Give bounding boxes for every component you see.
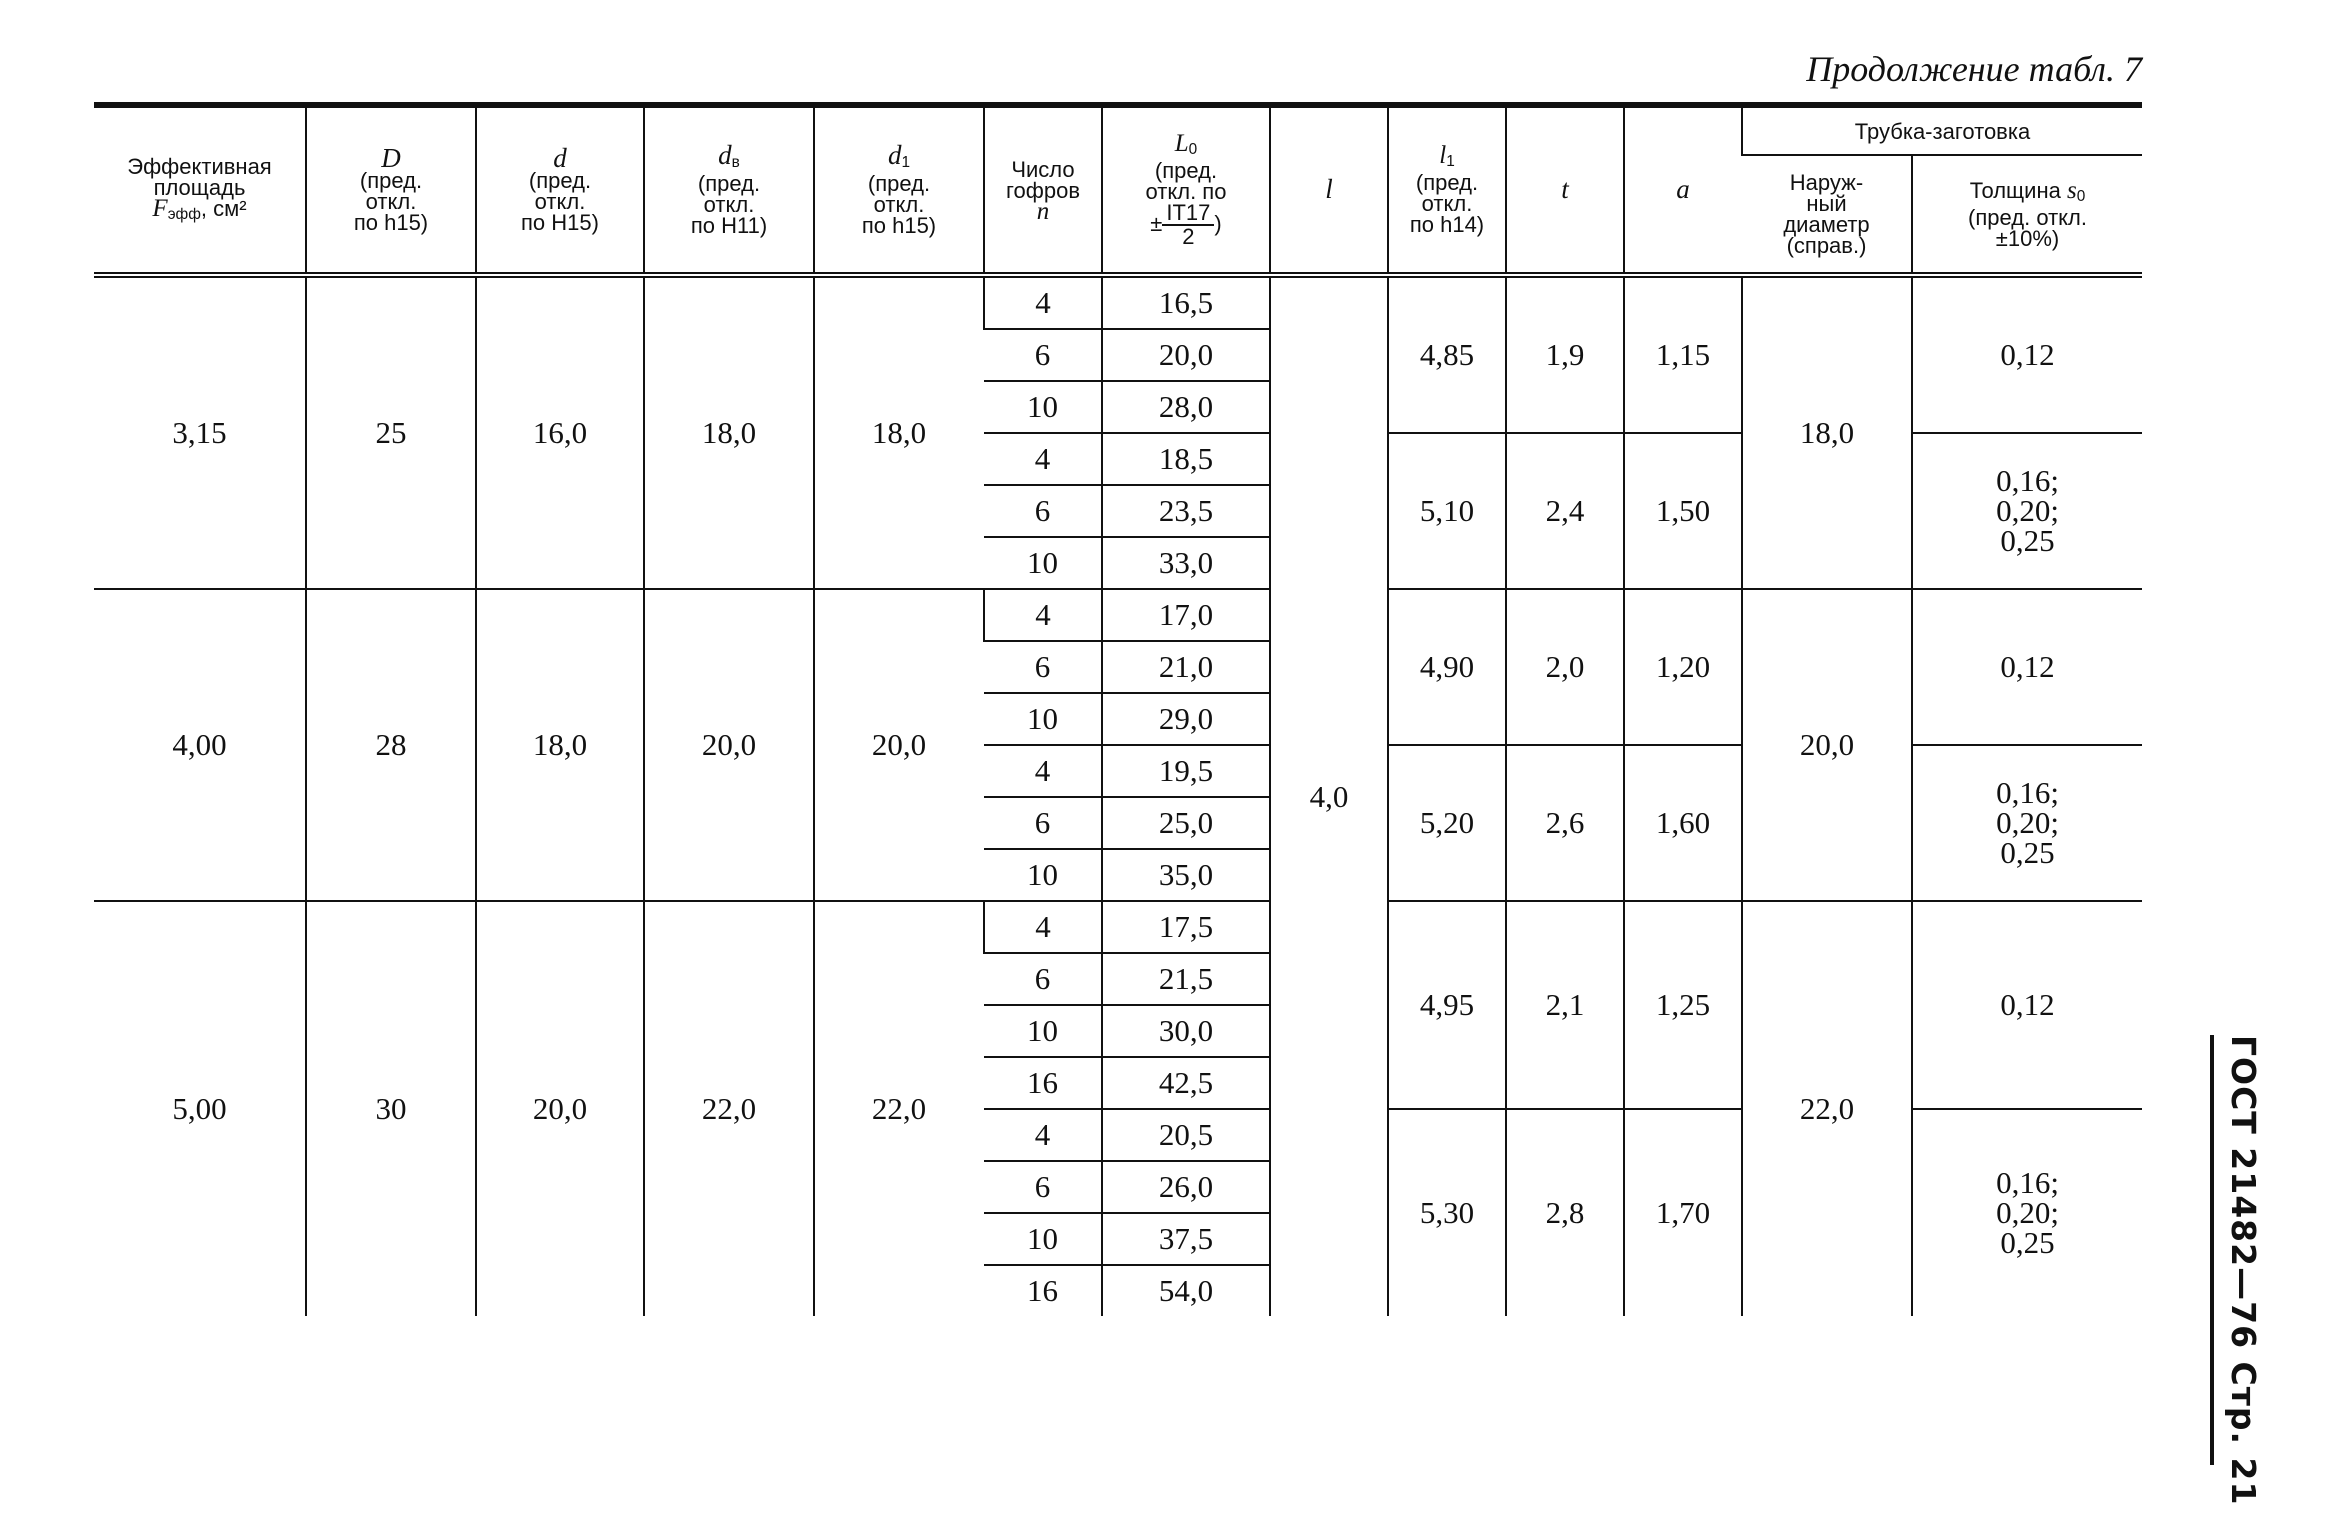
cell-L0: 54,0 — [1102, 1265, 1270, 1316]
cell-t: 2,0 — [1506, 589, 1624, 745]
cell-dv: 22,0 — [644, 901, 814, 1316]
table-body — [94, 275, 2142, 1316]
cell-D: 28 — [306, 589, 476, 901]
cell-n: 10 — [984, 381, 1102, 433]
cell-n: 10 — [984, 693, 1102, 745]
cell-L0: 29,0 — [1102, 693, 1270, 745]
thickness-value: 0,25 — [2000, 835, 2055, 870]
cell-area: 5,00 — [172, 1091, 227, 1126]
cell-t: 2,8 — [1506, 1109, 1624, 1316]
cell-L0: 25,0 — [1102, 797, 1270, 849]
cell-L0: 42,5 — [1102, 1057, 1270, 1109]
header-n: Число гофров n — [984, 105, 1102, 275]
cell-a: 1,20 — [1624, 589, 1742, 745]
cell-a: 1,25 — [1624, 901, 1742, 1109]
header-l1: l1 (пред. откл. по h14) — [1388, 105, 1506, 275]
table-row — [94, 901, 2142, 953]
cell-L0: 19,5 — [1102, 745, 1270, 797]
cell-n: 10 — [984, 1213, 1102, 1265]
cell-a: 1,60 — [1624, 745, 1742, 901]
header-thickness: Толщина s0 (пред. откл. ±10%) — [1912, 155, 2142, 275]
cell-L0: 18,5 — [1102, 433, 1270, 485]
cell-D: 30 — [306, 901, 476, 1316]
cell-thickness — [1912, 901, 2142, 1109]
cell-area: 4,00 — [94, 589, 306, 901]
thickness-value: 0,16; — [1996, 775, 2059, 810]
cell-l1: 5,30 — [1388, 1109, 1506, 1316]
cell-L0: 16,5 — [1102, 275, 1270, 329]
header-L0: L0 (пред. откл. по ± $\frac{IT17}{2}$ ) — [1102, 105, 1270, 275]
cell-l1: 5,10 — [1388, 433, 1506, 589]
cell-l: 4,0 — [1270, 275, 1388, 1316]
bellows-table — [94, 102, 2142, 1316]
cell-thickness — [1912, 275, 2142, 433]
cell-L0: 21,0 — [1102, 641, 1270, 693]
cell-thickness — [1912, 1109, 2142, 1316]
header-l: l — [1270, 105, 1388, 275]
cell-L0: 37,5 — [1102, 1213, 1270, 1265]
header-tube: Трубка-заготовка — [1742, 105, 2142, 155]
cell-n: 6 — [984, 485, 1102, 537]
header-outer: Наруж- ный диаметр (справ.) — [1742, 155, 1912, 275]
thickness-value: 0,16; — [1996, 1165, 2059, 1200]
cell-thickness — [1912, 745, 2142, 901]
header-D: D (пред. откл. по h15) — [306, 105, 476, 275]
thickness-value: 0,12 — [2000, 987, 2055, 1022]
cell-n: 4 — [984, 433, 1102, 485]
cell-n: 6 — [984, 641, 1102, 693]
cell-d1: 20,0 — [814, 589, 984, 901]
cell-L0: 30,0 — [1102, 1005, 1270, 1057]
cell-thickness — [1912, 589, 2142, 745]
cell-L0: 23,5 — [1102, 485, 1270, 537]
cell-L0: 21,5 — [1102, 953, 1270, 1005]
cell-n: 6 — [984, 797, 1102, 849]
cell-L0: 28,0 — [1102, 381, 1270, 433]
side-label: ГОСТ 21482—76 Стр. 21 — [2224, 1035, 2263, 1506]
cell-n: 4 — [984, 745, 1102, 797]
cell-n: 10 — [984, 537, 1102, 589]
header-d: d (пред. откл. по H15) — [476, 105, 644, 275]
cell-dv: 20,0 — [644, 589, 814, 901]
cell-d: 16,0 — [476, 275, 644, 589]
cell-n: 4 — [984, 901, 1102, 953]
thickness-value: 0,16; — [1996, 463, 2059, 498]
side-stamp — [2210, 1035, 2263, 1506]
cell-n: 6 — [984, 953, 1102, 1005]
cell-l1: 4,85 — [1388, 275, 1506, 433]
thickness-value: 0,20; — [1996, 1195, 2059, 1230]
header-t: t — [1506, 105, 1624, 275]
header-d1: d1 (пред. откл. по h15) — [814, 105, 984, 275]
thickness-value: 0,12 — [2000, 649, 2055, 684]
header-dv: dв (пред. откл. по H11) — [644, 105, 814, 275]
cell-d1: 22,0 — [814, 901, 984, 1316]
cell-thickness — [1912, 433, 2142, 589]
cell-n: 16 — [984, 1057, 1102, 1109]
cell-t: 2,1 — [1506, 901, 1624, 1109]
cell-n: 6 — [984, 329, 1102, 381]
cell-area: 3,15 — [94, 275, 306, 589]
cell-t: 1,9 — [1506, 275, 1624, 433]
cell-L0: 26,0 — [1102, 1161, 1270, 1213]
cell-L0: 35,0 — [1102, 849, 1270, 901]
cell-dv: 18,0 — [644, 275, 814, 589]
cell-outer: 18,0 — [1742, 275, 1912, 589]
cell-n: 6 — [984, 1161, 1102, 1213]
cell-L0: 20,0 — [1102, 329, 1270, 381]
cell-n: 4 — [984, 589, 1102, 641]
cell-L0: 17,0 — [1102, 589, 1270, 641]
cell-n: 10 — [984, 1005, 1102, 1057]
cell-d: 18,0 — [476, 589, 644, 901]
header-a: a — [1624, 105, 1742, 275]
thickness-value: 0,20; — [1996, 493, 2059, 528]
cell-L0: 17,5 — [1102, 901, 1270, 953]
table-row — [94, 589, 2142, 641]
header-area: Эффективная площадь Fэфф, см² — [94, 105, 306, 275]
cell-l1: 4,90 — [1388, 589, 1506, 745]
cell-n: 4 — [984, 275, 1102, 329]
thickness-value: 0,25 — [2000, 1225, 2055, 1260]
cell-D: 25 — [306, 275, 476, 589]
table-caption: Продолжение табл. 7 — [1806, 49, 2142, 89]
cell-L0: 20,5 — [1102, 1109, 1270, 1161]
thickness-value: 0,25 — [2000, 523, 2055, 558]
thickness-value: 0,12 — [2000, 337, 2055, 372]
cell-outer: 22,0 — [1742, 901, 1912, 1316]
cell-l1: 4,95 — [1388, 901, 1506, 1109]
cell-t: 2,6 — [1506, 745, 1624, 901]
cell-d1: 18,0 — [814, 275, 984, 589]
cell-l1: 5,20 — [1388, 745, 1506, 901]
cell-L0: 33,0 — [1102, 537, 1270, 589]
table-row — [94, 275, 2142, 329]
cell-a: 1,15 — [1624, 275, 1742, 433]
cell-outer: 20,0 — [1742, 589, 1912, 901]
cell-n: 10 — [984, 849, 1102, 901]
cell-n: 16 — [1027, 1273, 1058, 1308]
cell-a: 1,50 — [1624, 433, 1742, 589]
thickness-value: 0,20; — [1996, 805, 2059, 840]
cell-a: 1,70 — [1624, 1109, 1742, 1316]
cell-t: 2,4 — [1506, 433, 1624, 589]
cell-d: 20,0 — [476, 901, 644, 1316]
cell-n: 4 — [984, 1109, 1102, 1161]
